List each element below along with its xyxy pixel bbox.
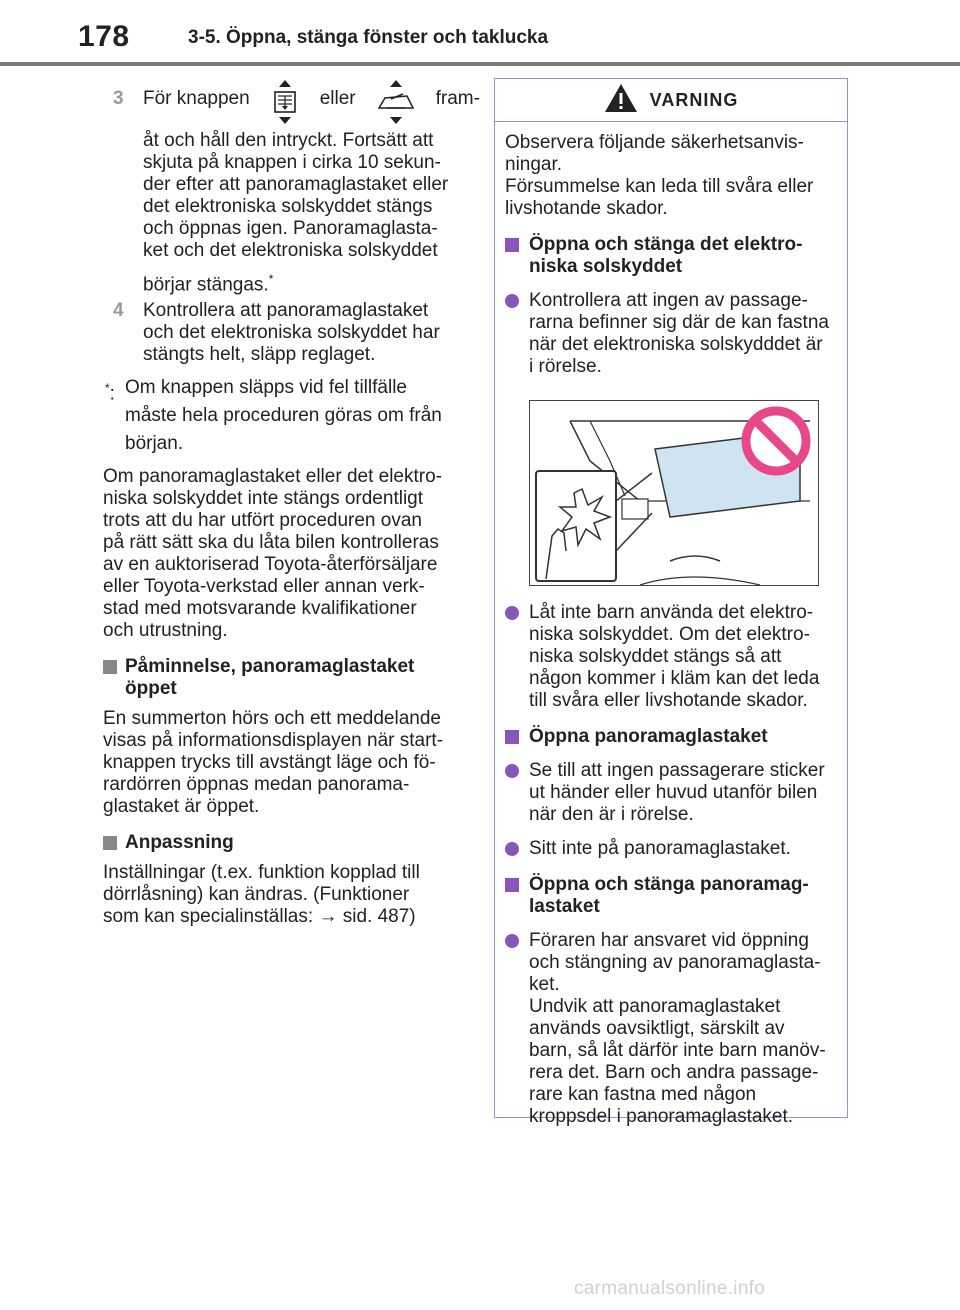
bullet-dot-icon [505, 934, 519, 948]
bullet-dot-icon [505, 764, 519, 778]
page-header [0, 0, 960, 60]
bullet-square-icon [103, 836, 117, 850]
warning-intro [505, 132, 837, 220]
sunshade-pinch-illustration [529, 400, 819, 586]
para-line: En summerton hörs och ett meddelande [103, 708, 441, 730]
step-3-text-b: eller [319, 88, 356, 109]
bullet-square-icon [505, 878, 519, 892]
paragraph-inspection [103, 466, 465, 642]
footnote [103, 374, 465, 458]
warning-bullet [505, 838, 837, 860]
subheading-line: lastaket [529, 896, 600, 917]
page-reference-link[interactable]: sid. 487) [342, 906, 416, 928]
bullet-line: rera det. Barn och andra passage- [529, 1062, 819, 1083]
warning-box [494, 78, 848, 1127]
warning-body [495, 122, 847, 1128]
subheading-line: Öppna och stänga panoramag- [529, 874, 809, 895]
subheading-line: Öppna panoramaglastaket [529, 726, 768, 747]
bullet-line: niska solskyddet. Om det elektro- [529, 624, 810, 645]
bullet-dot-icon [505, 606, 519, 620]
step-3-last-text: börjar stängas. [143, 274, 269, 296]
bullet-square-icon [505, 730, 519, 744]
arrow-right-icon: → [318, 906, 338, 928]
bullet-line: Undvik att panoramaglastaket [529, 996, 781, 1017]
step-number: 4 [113, 300, 124, 322]
para-line: på rätt sätt ska du låta bilen kontrolleras [103, 532, 439, 554]
step-4-line: stängts helt, släpp reglaget. [143, 344, 376, 366]
warning-bullet [505, 602, 837, 712]
warning-header [495, 79, 847, 122]
bullet-square-icon [103, 660, 117, 674]
footnote-line: Om knappen släpps vid fel tillfälle [125, 377, 407, 399]
bullet-line: Kontrollera att ingen av passage- [529, 290, 808, 311]
roof-tilt-switch-icon [376, 80, 416, 130]
step-3-line: åt och håll den intryckt. Fortsätt att [143, 130, 434, 151]
intro-line: Observera följande säkerhetsanvis- [505, 132, 804, 153]
bullet-line: i rörelse. [529, 356, 602, 377]
step-3-line: och öppnas igen. Panoramaglasta- [143, 218, 438, 239]
subheading-line: Anpassning [125, 832, 234, 854]
intro-line: livshotande skador. [505, 198, 668, 219]
bullet-square-icon [505, 238, 519, 252]
bullet-line: rare kan fastna med någon [529, 1084, 757, 1105]
warning-subheading [505, 234, 837, 278]
bullet-line: Föraren har ansvaret vid öppning [529, 930, 809, 951]
para-line: rardörren öppnas medan panorama- [103, 774, 410, 796]
para-line: niska solskyddet inte stängs ordentligt [103, 488, 424, 510]
prohibition-icon [746, 411, 806, 471]
bullet-line: någon kommer i kläm kan det leda [529, 668, 820, 689]
para-text: som kan specialinställas: [103, 906, 314, 928]
subheading-line: niska solskyddet [529, 256, 683, 277]
step-4 [103, 300, 465, 366]
warning-title: VARNING [649, 89, 739, 110]
bullet-line: rarna befinner sig där de kan fastna [529, 312, 829, 333]
subheading-customization [103, 832, 465, 854]
footnote-colon: : [109, 383, 115, 405]
warning-triangle-icon [604, 83, 638, 118]
bullet-line: barn, så låt därför inte barn manöv- [529, 1040, 826, 1061]
header-divider [0, 62, 960, 66]
step-3-line: der efter att panoramaglastaket eller [143, 174, 449, 195]
bullet-line: ket. [529, 974, 560, 995]
sunshade-switch-icon [270, 80, 300, 130]
para-line: trots att du har utfört proceduren ovan [103, 510, 422, 532]
bullet-line: ut händer eller huvud utanför bilen [529, 782, 818, 803]
para-line: Om panoramaglastaket eller det elektro- [103, 466, 442, 488]
para-line-with-link [103, 906, 465, 928]
bullet-line: till svåra eller livshotande skador. [529, 690, 808, 711]
step-3 [103, 88, 480, 296]
para-line: knappen trycks till avstängt läge och fö- [103, 752, 436, 774]
intro-line: ningar. [505, 154, 563, 175]
step-3-line: det elektroniska solskyddet stängs [143, 196, 433, 217]
warning-bullet [505, 290, 837, 378]
para-line: och utrustning. [103, 620, 228, 642]
step-number: 3 [113, 88, 124, 109]
para-line: visas på informationsdisplayen när start- [103, 730, 444, 752]
warning-bullet [505, 760, 837, 826]
step-3-text-a: För knappen [143, 88, 250, 109]
bullet-line: Låt inte barn använda det elektro- [529, 602, 814, 623]
subheading-line: öppet [125, 678, 177, 700]
footnote-mark: * [268, 272, 274, 286]
bullet-line: används oavsiktligt, särskilt av [529, 1018, 785, 1039]
subheading-line: Öppna och stänga det elektro- [529, 234, 803, 255]
step-4-line: och det elektroniska solskyddet har [143, 322, 440, 344]
step-4-line: Kontrollera att panoramaglastaket [143, 300, 429, 322]
step-3-last-line [143, 268, 465, 296]
step-3-first-line [143, 88, 480, 130]
bullet-line: när den är i rörelse. [529, 804, 694, 825]
left-column [103, 88, 480, 928]
para-line: glastaket är öppet. [103, 796, 260, 818]
paragraph-reminder [103, 708, 465, 818]
step-3-text-c: fram- [435, 88, 480, 109]
footnote-marker [105, 374, 115, 408]
para-line: eller Toyota-verkstad eller annan verk- [103, 576, 425, 598]
intro-line: Försummelse kan leda till svåra eller [505, 176, 814, 197]
footnote-line: måste hela proceduren göras om från [125, 405, 442, 427]
para-line: Inställningar (t.ex. funktion kopplad till [103, 862, 420, 884]
subheading-reminder [103, 656, 465, 700]
bullet-dot-icon [505, 294, 519, 308]
bullet-line: Sitt inte på panoramaglastaket. [529, 838, 791, 859]
bullet-line: kroppsdel i panoramaglastaket. [529, 1106, 794, 1127]
subheading-line: Påminnelse, panoramaglastaket [125, 656, 415, 678]
warning-bullet [505, 930, 837, 1128]
para-line: av en auktoriserad Toyota-återförsäljare [103, 554, 438, 576]
section-title: 3-5. Öppna, stänga fönster och taklucka [188, 27, 549, 48]
bullet-dot-icon [505, 842, 519, 856]
bullet-line: när det elektroniska solskydddet är [529, 334, 823, 355]
warning-subheading [505, 874, 837, 918]
step-3-line: skjuta på knappen i cirka 10 sekun- [143, 152, 441, 173]
page-number: 178 [78, 20, 130, 53]
warning-subheading [505, 726, 837, 748]
paragraph-customization [103, 862, 465, 928]
para-line: stad med motsvarande kvalifikationer [103, 598, 417, 620]
watermark[interactable]: carmanualsonline.info [574, 1278, 766, 1299]
footnote-star: * [105, 381, 110, 396]
para-line: dörrlåsning) kan ändras. (Funktioner [103, 884, 410, 906]
bullet-line: och stängning av panoramaglasta- [529, 952, 821, 973]
footnote-line: början. [125, 433, 184, 455]
bullet-line: Se till att ingen passagerare sticker [529, 760, 825, 781]
step-3-line: ket och det elektroniska solskyddet [143, 240, 438, 261]
bullet-line: niska solskyddet stängs så att [529, 646, 782, 667]
